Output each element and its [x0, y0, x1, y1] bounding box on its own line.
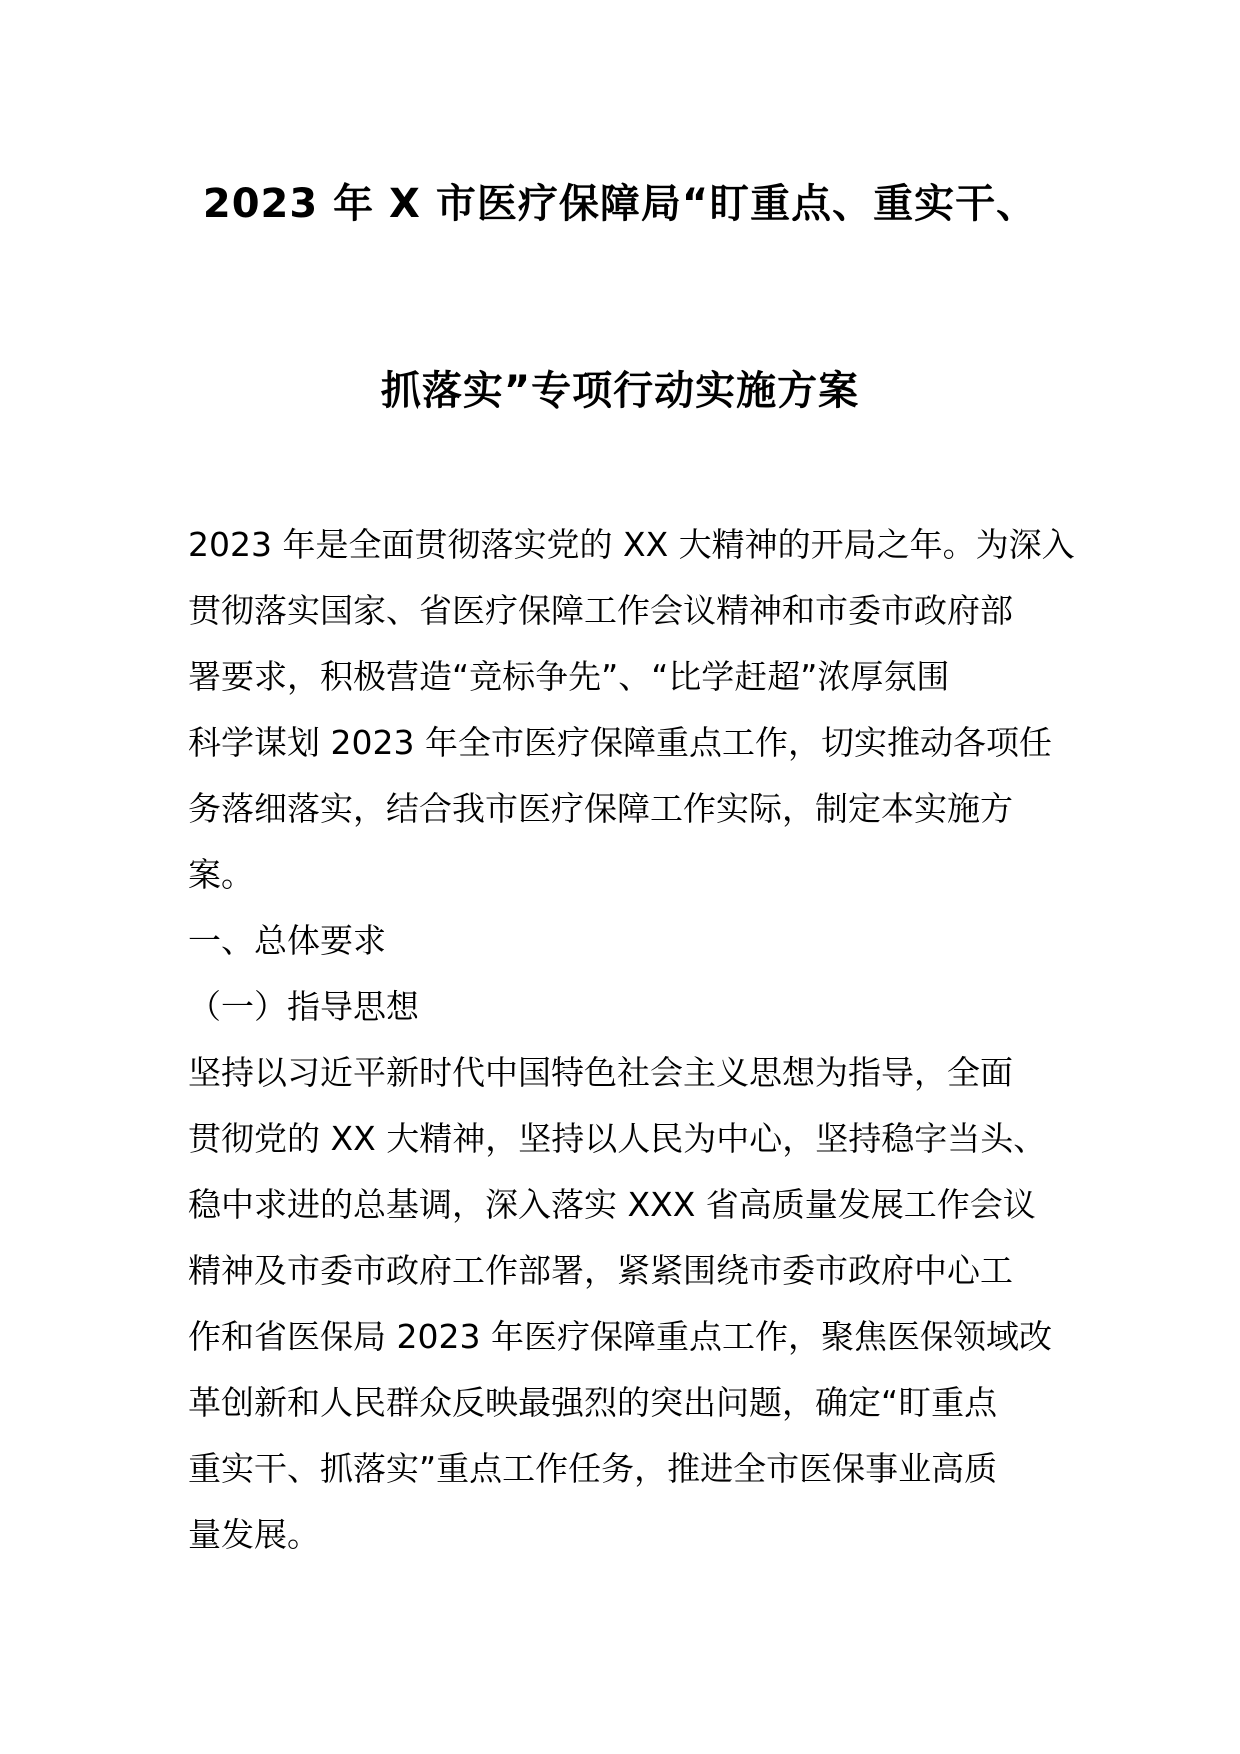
document-title-line-2: 抓落实”专项行动实施方案 [380, 368, 860, 414]
intro-paragraph-line: 案。 [188, 855, 254, 894]
guiding-paragraph-line: 重实干、抓落实”重点工作任务，推进全市医保事业高质 [188, 1449, 998, 1488]
guiding-paragraph-line: 稳中求进的总基调，深入落实 XXX 省高质量发展工作会议 [188, 1185, 1036, 1224]
guiding-paragraph-line: 量发展。 [188, 1515, 320, 1554]
document-title-line-1: 2023 年 X 市医疗保障局“盯重点、重实干、 [202, 181, 1038, 227]
intro-paragraph-line: 贯彻落实国家、省医疗保障工作会议精神和市委市政府部 [188, 591, 1013, 630]
document-body [188, 512, 1075, 1568]
intro-paragraph-line: 署要求，积极营造“竞标争先”、“比学赶超”浓厚氛围 [188, 657, 950, 696]
guiding-paragraph-line: 坚持以习近平新时代中国特色社会主义思想为指导，全面 [188, 1053, 1013, 1092]
intro-paragraph-line: 务落细落实，结合我市医疗保障工作实际，制定本实施方 [188, 789, 1013, 828]
guiding-paragraph-line: 革创新和人民群众反映最强烈的突出问题，确定“盯重点 [188, 1383, 998, 1422]
subsection-heading: （一）指导思想 [188, 987, 419, 1026]
guiding-paragraph-line: 贯彻党的 XX 大精神，坚持以人民为中心，坚持稳字当头、 [188, 1119, 1047, 1158]
guiding-paragraph-line: 作和省医保局 2023 年医疗保障重点工作，聚焦医保领域改 [188, 1317, 1052, 1356]
guiding-paragraph-line: 精神及市委市政府工作部署，紧紧围绕市委市政府中心工 [188, 1251, 1013, 1290]
intro-paragraph-line: 2023 年是全面贯彻落实党的 XX 大精神的开局之年。为深入 [188, 525, 1075, 564]
intro-paragraph-line: 科学谋划 2023 年全市医疗保障重点工作，切实推动各项任 [188, 723, 1052, 762]
section-heading: 一、总体要求 [188, 921, 386, 960]
